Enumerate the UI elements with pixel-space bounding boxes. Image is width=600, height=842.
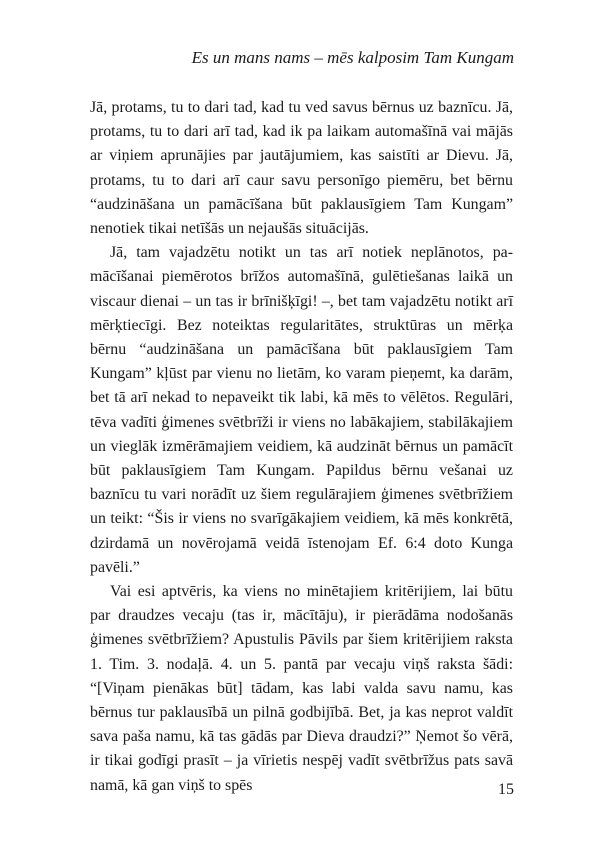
paragraph: Vai esi aptvēris, ka viens no minētajiem kritērijiem, lai būtu par draudzes vecaju (tas ir, mācītāju), ir pierādāma nodošanās ģimenes svētbrīžiem? Apustulis Pāvils par šiem kritērijiem raksta 1. Tim. 3. nodaļā. 4. un 5. pantā par vecaju viņš raksta šādi: “[Viņam pienākas būt] tādam, kas labi valda savu namu, kas bērnus tur paklausībā un pilnā godbijībā. Bet, ja kas neprot valdīt sava paša namu, kā tas gādās par Dieva draudzi?” Ņemot šo vērā, ir tikai godīgi prasīt – ja vīrietis nespēj vadīt svētbrīžus pats savā namā, kā gan viņš to spēs — [90, 583, 513, 794]
running-head: Es un mans nams – mēs kalposim Tam Kungam — [191, 48, 514, 67]
page-number: 15 — [498, 781, 514, 798]
paragraph: Jā, tam vajadzētu notikt un tas arī notiek neplānotos, pamācīšanai piemērotos brīžos automašīnā, gulētiešanas laikā un viscaur dienai – un tas ir brīnišķīgi! –, bet tam vajadzētu notikt arī mērķtiecīgi. Bez noteiktas regularitātes, struktūras un mērķa bērnu “audzināšana un pamācīšana būt paklausīgiem Tam Kungam” kļūst par vienu no lietām, ko varam pieņemt, ka darām, bet tā arī nekad to nepaveikt tik labi, kā mēs to vēlētos. Regulāri, tēva vadīti ģimenes svētbrīži ir viens no labākajiem, stabilākajiem un vieglāk izmērāmajiem veidiem, kā audzināt bērnus un pamācīt būt paklausīgiem Tam Kungam. Papildus bērnu vešanai uz baznīcu tu vari norādīt uz šiem regulārajiem ģimenes svētbrīžiem un teikt: “Šis ir viens no svarīgākajiem veidiem, kā mēs konkrētā, dzirdamā un novērojamā veidā īstenojam Ef. 6:4 doto Kunga pavēli.” — [90, 244, 513, 576]
paragraph: Jā, protams, tu to dari tad, kad tu ved savus bērnus uz baznīcu. Jā, protams, tu to dari arī tad, kad ik pa laikam automašīnā vai mājās ar viņiem aprunājies par jautājumiem, kas saistīti ar Dievu. Jā, protams, tu to dari arī caur savu personīgo piemēru, bet bērnu “audzināšana un pamācīšana būt paklausīgiem Tam Kungam” nenotiek tikai netīšās un nejaušās situācijās. — [90, 99, 513, 238]
body-text — [90, 96, 513, 798]
